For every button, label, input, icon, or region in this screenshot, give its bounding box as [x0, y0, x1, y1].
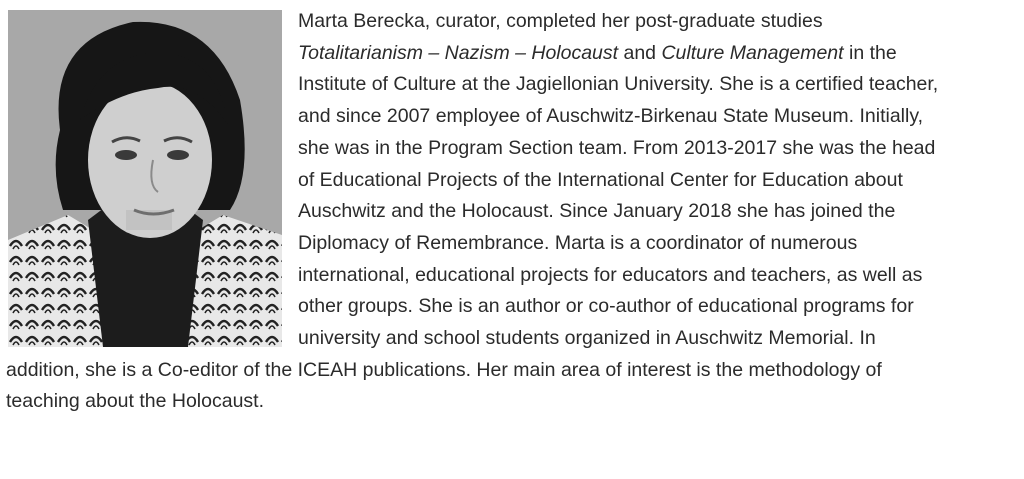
biography: [6, 6, 1018, 418]
study-title: Totalitarianism – Nazism – Holocaust: [298, 41, 619, 64]
bio-line: and since 2007 employee of Auschwitz-Birkenau State Museum. Initially,: [298, 105, 924, 128]
bio-line: university and school students organized in Auschwitz Memorial. In: [298, 327, 876, 350]
bio-line: Auschwitz and the Holocaust. Since January 2018 she has joined the: [298, 200, 896, 223]
bio-line: addition, she is a Co-editor of the ICEAH publications. Her main area of interest is the methodology of: [6, 358, 882, 381]
study-title: Culture Management: [661, 41, 844, 64]
portrait-image: [8, 10, 282, 347]
bio-line: she was in the Program Section team. From 2013-2017 she was the head: [298, 136, 936, 159]
bio-line: Institute of Culture at the Jagiellonian University. She is a certified teacher,: [298, 73, 939, 96]
bio-text: in the: [843, 41, 897, 64]
bio-line: Diplomacy of Remembrance. Marta is a coordinator of numerous: [298, 231, 858, 254]
bio-text: and: [618, 41, 662, 64]
bio-line: other groups. She is an author or co-author of educational programs for: [298, 295, 914, 318]
portrait-photo: [8, 10, 282, 347]
bio-line: of Educational Projects of the International Center for Education about: [298, 168, 903, 191]
bio-line: teaching about the Holocaust.: [6, 390, 265, 413]
bio-line: international, educational projects for educators and teachers, as well as: [298, 263, 923, 286]
bio-line: Marta Berecka, curator, completed her post-graduate studies: [298, 10, 823, 32]
